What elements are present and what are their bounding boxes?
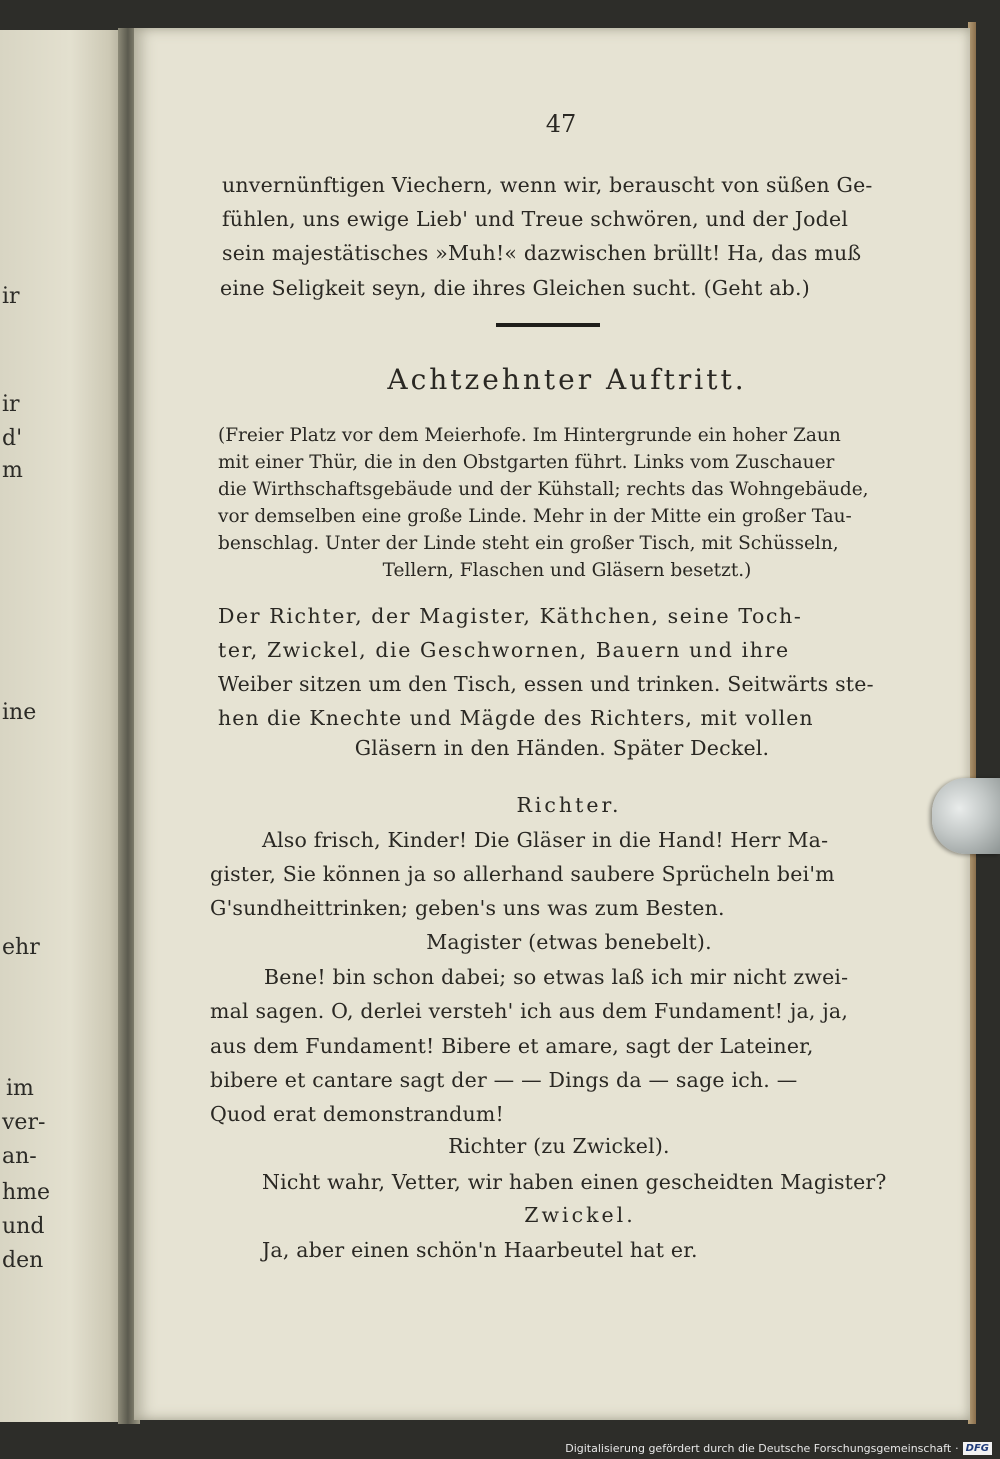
speaker-name: Richter. (516, 793, 622, 817)
credit-text: Digitalisierung gefördert durch die Deutsche Forschungsgemeinschaft (565, 1441, 952, 1455)
scene-title: Achtzehnter Auftritt. (387, 363, 747, 396)
margin-fragment: an- (2, 1144, 37, 1169)
margin-fragment: ir (2, 392, 20, 417)
paragraph-line: eine Seligkeit seyn, die ihres Gleichen sucht. (Geht ab.) (220, 276, 810, 300)
speech-line: Quod erat demonstrandum! (210, 1102, 504, 1126)
facing-page (0, 30, 128, 1422)
margin-fragment: und (2, 1214, 45, 1239)
margin-fragment: d' (2, 426, 23, 451)
margin-fragment: m (2, 458, 23, 483)
page-tab-marker (932, 778, 1000, 854)
speech-line: gister, Sie können ja so allerhand saubere Sprücheln bei'm (210, 862, 835, 886)
paragraph-line: fühlen, uns ewige Lieb' und Treue schwören, und der Jodel (222, 207, 849, 231)
margin-fragment: ver- (2, 1110, 46, 1135)
speech-line: Also frisch, Kinder! Die Gläser in die Hand! Herr Ma- (262, 828, 829, 852)
speech-line: G'sundheittrinken; geben's uns was zum Besten. (210, 896, 725, 920)
stage-direction-line: (Freier Platz vor dem Meierhofe. Im Hintergrunde ein hoher Zaun (218, 425, 841, 446)
stage-direction-line: mit einer Thür, die in den Obstgarten führt. Links vom Zuschauer (218, 452, 835, 473)
speaker-name: Richter (zu Zwickel). (448, 1134, 670, 1158)
book-page (134, 28, 970, 1420)
margin-fragment: hme (2, 1180, 51, 1205)
paragraph-line: unvernünftigen Viechern, wenn wir, berauscht von süßen Ge- (222, 173, 873, 197)
cast-line: hen die Knechte und Mägde des Richters, mit vollen (218, 706, 814, 730)
paragraph-line: sein majestätisches »Muh!« dazwischen brüllt! Ha, das muß (222, 241, 862, 265)
section-divider (496, 323, 600, 327)
speech-line: bibere et cantare sagt der — — Dings da — sage ich. — (210, 1068, 798, 1092)
margin-fragment: ir (2, 284, 20, 309)
margin-fragment: ehr (2, 935, 40, 960)
speech-line: Nicht wahr, Vetter, wir haben einen gescheidten Magister? (262, 1170, 887, 1194)
speech-line: aus dem Fundament! Bibere et amare, sagt der Lateiner, (210, 1034, 814, 1058)
stage-direction-line: die Wirthschaftsgebäude und der Kühstall; rechts das Wohngebäude, (218, 479, 869, 500)
cast-line: Gläsern in den Händen. Später Deckel. (354, 736, 770, 760)
margin-fragment: im (6, 1076, 34, 1101)
stage-direction-line: benschlag. Unter der Linde steht ein großer Tisch, mit Schüsseln, (218, 533, 839, 554)
stage-direction-line: vor demselben eine große Linde. Mehr in der Mitte ein großer Tau- (218, 506, 852, 527)
speech-line: Ja, aber einen schön'n Haarbeutel hat er. (262, 1238, 698, 1262)
digitization-credit (565, 1440, 992, 1456)
speaker-name: Zwickel. (524, 1203, 636, 1227)
speaker-name: Magister (etwas benebelt). (426, 930, 712, 954)
speech-line: Bene! bin schon dabei; so etwas laß ich mir nicht zwei- (264, 965, 849, 989)
margin-fragment: ine (2, 700, 37, 725)
cast-line: Der Richter, der Magister, Käthchen, seine Toch- (218, 604, 803, 628)
dfg-logo-icon: DFG (963, 1442, 992, 1455)
cast-line: ter, Zwickel, die Geschwornen, Bauern und ihre (218, 638, 790, 662)
stage-direction-line: Tellern, Flaschen und Gläsern besetzt.) (382, 560, 752, 581)
margin-fragment: den (2, 1248, 44, 1273)
speech-line: mal sagen. O, derlei versteh' ich aus dem Fundament! ja, ja, (210, 999, 849, 1023)
credit-separator: · (955, 1441, 959, 1455)
cast-line: Weiber sitzen um den Tisch, essen und trinken. Seitwärts ste- (218, 672, 874, 696)
page-number: 47 (545, 110, 577, 138)
